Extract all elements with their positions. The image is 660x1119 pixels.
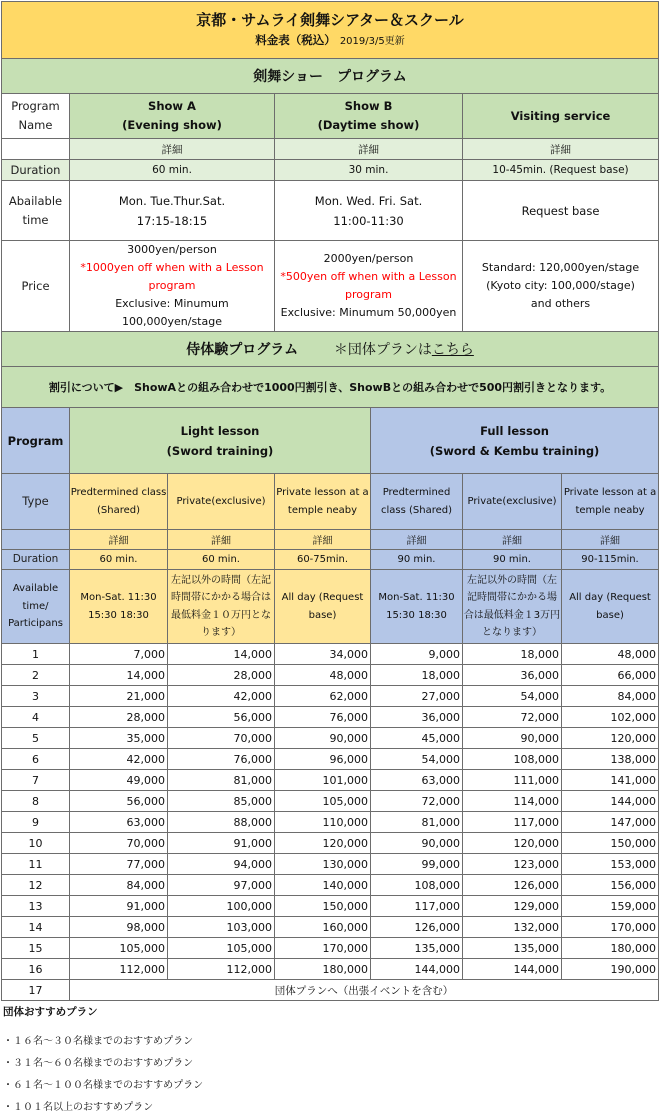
row-17-number: 17	[2, 980, 70, 1001]
participants-count: 10	[2, 833, 70, 854]
price-cell: 70,000	[70, 833, 168, 854]
table-row	[2, 644, 659, 665]
price-cell: 135,000	[463, 938, 562, 959]
participants-count: 1	[2, 644, 70, 665]
row-17-group-link[interactable]: 団体プランへ（出張イベントを含む）	[70, 980, 659, 1001]
price-cell: 91,000	[70, 896, 168, 917]
table-row	[2, 938, 659, 959]
page-subtitle	[2, 31, 658, 51]
price-cell: 99,000	[371, 854, 463, 875]
price-cell: 14,000	[168, 644, 275, 665]
price-cell: 103,000	[168, 917, 275, 938]
price-cell: 28,000	[168, 665, 275, 686]
participants-count: 11	[2, 854, 70, 875]
price-cell: 66,000	[562, 665, 659, 686]
price-cell: 140,000	[275, 875, 371, 896]
price-cell: 112,000	[168, 959, 275, 980]
price-cell: 180,000	[562, 938, 659, 959]
price-cell: 42,000	[70, 749, 168, 770]
price-cell: 129,000	[463, 896, 562, 917]
price-cell: 34,000	[275, 644, 371, 665]
price-cell: 190,000	[562, 959, 659, 980]
price-cell: 147,000	[562, 812, 659, 833]
participants-count: 5	[2, 728, 70, 749]
lesson-available-label: Available time/ Participans	[2, 570, 70, 644]
table-row	[2, 959, 659, 980]
participants-count: 15	[2, 938, 70, 959]
price-cell: 62,000	[275, 686, 371, 707]
price-cell: 76,000	[168, 749, 275, 770]
price-cell: 132,000	[463, 917, 562, 938]
price-cell: 120,000	[463, 833, 562, 854]
show-a-price	[70, 241, 275, 332]
show-b-time-hours: 11:00-11:30	[333, 213, 404, 228]
price-cell: 91,000	[168, 833, 275, 854]
price-cell: 141,000	[562, 770, 659, 791]
table-row	[2, 770, 659, 791]
show-duration-label: Duration	[2, 160, 70, 181]
price-cell: 76,000	[275, 707, 371, 728]
price-cell: 63,000	[70, 812, 168, 833]
show-available-label: Abailable time	[2, 181, 70, 241]
price-cell: 45,000	[371, 728, 463, 749]
full-type-private: Private(exclusive)	[463, 474, 562, 530]
price-cell: 108,000	[371, 875, 463, 896]
participants-count: 4	[2, 707, 70, 728]
price-cell: 170,000	[275, 938, 371, 959]
show-b-time-days: Mon. Wed. Fri. Sat.	[314, 193, 423, 208]
lesson-heading-text: 侍体験プログラム	[186, 342, 299, 358]
price-cell: 90,000	[275, 728, 371, 749]
subtitle-text: 料金表（税込）	[255, 33, 336, 47]
light-shared-detail-link[interactable]: 詳細	[70, 530, 168, 550]
visiting-service-name-line1: Visiting service	[510, 108, 611, 123]
price-cell: 120,000	[275, 833, 371, 854]
price-cell: 7,000	[70, 644, 168, 665]
price-rows	[2, 644, 659, 980]
price-cell: 27,000	[371, 686, 463, 707]
price-cell: 144,000	[562, 791, 659, 812]
price-cell: 72,000	[463, 707, 562, 728]
full-type-temple: Private lesson at a temple neaby	[562, 474, 659, 530]
participants-count: 9	[2, 812, 70, 833]
show-a-name-line2: (Evening show)	[122, 118, 222, 132]
price-cell: 153,000	[562, 854, 659, 875]
table-row	[2, 728, 659, 749]
price-cell: 130,000	[275, 854, 371, 875]
show-a-time	[70, 181, 275, 241]
visiting-price	[463, 241, 659, 332]
table-row	[2, 707, 659, 728]
price-cell: 49,000	[70, 770, 168, 791]
show-a-price-exclusive: Exclusive: Minumum 100,000yen/stage	[115, 297, 229, 328]
show-a-duration: 60 min.	[70, 160, 275, 181]
table-row	[2, 896, 659, 917]
full-private-duration: 90 min.	[463, 550, 562, 570]
full-lesson-header	[371, 408, 659, 474]
participants-count: 12	[2, 875, 70, 896]
price-cell: 105,000	[70, 938, 168, 959]
table-row	[2, 749, 659, 770]
price-cell: 150,000	[562, 833, 659, 854]
price-cell: 81,000	[168, 770, 275, 791]
price-cell: 85,000	[168, 791, 275, 812]
show-a-time-days: Mon. Tue.Thur.Sat.	[118, 193, 226, 208]
light-private-detail-link[interactable]: 詳細	[168, 530, 275, 550]
price-table	[1, 1, 659, 1001]
participants-count: 2	[2, 665, 70, 686]
type-label-cont	[2, 530, 70, 550]
table-row	[2, 665, 659, 686]
program-name-label: Program Name	[2, 94, 70, 139]
show-b-price	[275, 241, 463, 332]
full-private-detail-link[interactable]: 詳細	[463, 530, 562, 550]
price-cell: 90,000	[371, 833, 463, 854]
group-plan-101-plus[interactable]: ・１０１名以上のおすすめプラン	[3, 1102, 154, 1113]
full-temple-duration: 90-115min.	[562, 550, 659, 570]
price-cell: 101,000	[275, 770, 371, 791]
show-b-name-line1: Show B	[344, 99, 393, 113]
light-temple-detail-link[interactable]: 詳細	[275, 530, 371, 550]
program-name-label-cont	[2, 139, 70, 160]
visiting-price-standard: Standard: 120,000yen/stage	[481, 261, 640, 274]
price-cell: 112,000	[70, 959, 168, 980]
lesson-section-heading	[2, 332, 659, 367]
price-cell: 159,000	[562, 896, 659, 917]
price-cell: 48,000	[275, 665, 371, 686]
light-type-private: Private(exclusive)	[168, 474, 275, 530]
table-row	[2, 791, 659, 812]
price-cell: 123,000	[463, 854, 562, 875]
price-cell: 28,000	[70, 707, 168, 728]
show-a-name-line1: Show A	[148, 99, 196, 113]
price-cell: 110,000	[275, 812, 371, 833]
full-temple-detail-link[interactable]: 詳細	[562, 530, 659, 550]
group-plan-link[interactable]: こちら	[431, 342, 474, 358]
light-type-temple: Private lesson at a temple neaby	[275, 474, 371, 530]
price-cell: 100,000	[168, 896, 275, 917]
visiting-price-others: and others	[530, 297, 591, 310]
price-cell: 18,000	[371, 665, 463, 686]
price-cell: 150,000	[275, 896, 371, 917]
lesson-duration-label: Duration	[2, 550, 70, 570]
participants-count: 13	[2, 896, 70, 917]
light-lesson-title: Light lesson	[180, 423, 260, 438]
price-cell: 56,000	[70, 791, 168, 812]
table-row	[2, 917, 659, 938]
price-cell: 114,000	[463, 791, 562, 812]
type-label: Type	[2, 474, 70, 530]
show-b-name	[275, 94, 463, 139]
group-plans	[3, 1004, 603, 1119]
group-plan-note: ＊団体プランは	[333, 342, 432, 358]
price-cell: 120,000	[562, 728, 659, 749]
participants-count: 6	[2, 749, 70, 770]
price-cell: 102,000	[562, 707, 659, 728]
show-a-name	[70, 94, 275, 139]
price-cell: 72,000	[371, 791, 463, 812]
show-a-detail-link[interactable]: 詳細	[70, 139, 275, 160]
price-cell: 54,000	[463, 686, 562, 707]
light-shared-duration: 60 min.	[70, 550, 168, 570]
show-b-detail-link[interactable]: 詳細	[275, 139, 463, 160]
full-shared-duration: 90 min.	[371, 550, 463, 570]
full-shared-available: Mon-Sat. 11:30 15:30 18:30	[371, 570, 463, 644]
price-cell: 97,000	[168, 875, 275, 896]
group-plans-heading: 団体おすすめプラン	[3, 1006, 98, 1018]
light-private-duration: 60 min.	[168, 550, 275, 570]
light-lesson-header	[70, 408, 371, 474]
page-title: 京都・サムライ剣舞シアター＆スクール	[196, 11, 464, 29]
visiting-service-name	[463, 94, 659, 139]
price-cell: 14,000	[70, 665, 168, 686]
visiting-time-text: Request base	[521, 203, 600, 218]
title-block	[2, 2, 659, 59]
price-cell: 90,000	[463, 728, 562, 749]
participants-count: 3	[2, 686, 70, 707]
price-cell: 105,000	[168, 938, 275, 959]
full-lesson-subtitle: (Sword & Kembu training)	[429, 443, 600, 458]
price-cell: 77,000	[70, 854, 168, 875]
price-cell: 126,000	[371, 917, 463, 938]
visiting-time	[463, 181, 659, 241]
price-cell: 144,000	[371, 959, 463, 980]
table-row	[2, 875, 659, 896]
price-cell: 117,000	[371, 896, 463, 917]
full-type-shared: Predtermined class (Shared)	[371, 474, 463, 530]
full-private-available: 左記以外の時間（左記時間帯にかかる場合は最低料金１3万円となります）	[463, 570, 562, 644]
price-cell: 98,000	[70, 917, 168, 938]
price-cell: 144,000	[463, 959, 562, 980]
price-cell: 36,000	[463, 665, 562, 686]
light-type-shared: Predtermined class (Shared)	[70, 474, 168, 530]
price-cell: 135,000	[371, 938, 463, 959]
price-cell: 54,000	[371, 749, 463, 770]
price-cell: 88,000	[168, 812, 275, 833]
price-cell: 70,000	[168, 728, 275, 749]
table-row	[2, 833, 659, 854]
show-section-heading: 剣舞ショー プログラム	[2, 59, 659, 94]
price-cell: 108,000	[463, 749, 562, 770]
full-temple-available: All day (Request base)	[562, 570, 659, 644]
participants-count: 14	[2, 917, 70, 938]
price-cell: 126,000	[463, 875, 562, 896]
price-cell: 84,000	[70, 875, 168, 896]
price-cell: 21,000	[70, 686, 168, 707]
participants-count: 7	[2, 770, 70, 791]
show-b-price-exclusive: Exclusive: Minumum 50,000yen	[280, 306, 457, 319]
price-cell: 156,000	[562, 875, 659, 896]
show-a-price-discount: *1000yen off when with a Lesson program	[80, 261, 264, 292]
price-cell: 36,000	[371, 707, 463, 728]
light-temple-available: All day (Request base)	[275, 570, 371, 644]
full-shared-detail-link[interactable]: 詳細	[371, 530, 463, 550]
show-b-price-discount: *500yen off when with a Lesson program	[280, 270, 457, 301]
price-cell: 35,000	[70, 728, 168, 749]
price-cell: 18,000	[463, 644, 562, 665]
price-cell: 160,000	[275, 917, 371, 938]
updated-date: 2019/3/5更新	[339, 36, 405, 47]
price-cell: 111,000	[463, 770, 562, 791]
participants-count: 8	[2, 791, 70, 812]
show-price-label: Price	[2, 241, 70, 332]
discount-note: 割引について▶ ShowAとの組み合わせで1000円割引き、ShowBとの組み合わせで500円割引きとなります。	[2, 367, 659, 408]
visiting-price-kyoto: (Kyoto city: 100,000/stage)	[486, 279, 635, 292]
light-lesson-subtitle: (Sword training)	[166, 443, 274, 458]
price-cell: 81,000	[371, 812, 463, 833]
price-cell: 42,000	[168, 686, 275, 707]
price-cell: 63,000	[371, 770, 463, 791]
price-cell: 96,000	[275, 749, 371, 770]
show-b-name-line2: (Daytime show)	[317, 118, 420, 132]
light-shared-available: Mon-Sat. 11:30 15:30 18:30	[70, 570, 168, 644]
price-cell: 138,000	[562, 749, 659, 770]
price-cell: 105,000	[275, 791, 371, 812]
price-cell: 180,000	[275, 959, 371, 980]
table-row	[2, 854, 659, 875]
show-b-duration: 30 min.	[275, 160, 463, 181]
light-private-available: 左記以外の時間（左記時間帯にかかる場合は最低料金１０万円となります）	[168, 570, 275, 644]
group-plan-16-30[interactable]: ・１６名～３０名様までのおすすめプラン	[3, 1036, 194, 1047]
light-temple-duration: 60-75min.	[275, 550, 371, 570]
price-cell: 56,000	[168, 707, 275, 728]
price-cell: 94,000	[168, 854, 275, 875]
table-row	[2, 812, 659, 833]
price-cell: 170,000	[562, 917, 659, 938]
group-plan-61-100[interactable]: ・６１名～１００名様までのおすすめプラン	[3, 1080, 204, 1091]
table-row	[2, 686, 659, 707]
price-cell: 9,000	[371, 644, 463, 665]
show-b-time	[275, 181, 463, 241]
price-cell: 48,000	[562, 644, 659, 665]
group-plan-31-60[interactable]: ・３１名～６０名様までのおすすめプラン	[3, 1058, 194, 1069]
show-b-price-base: 2000yen/person	[323, 252, 414, 265]
full-lesson-title: Full lesson	[480, 423, 549, 438]
show-a-price-base: 3000yen/person	[127, 243, 217, 256]
price-cell: 84,000	[562, 686, 659, 707]
participants-count: 16	[2, 959, 70, 980]
lesson-program-label: Program	[2, 408, 70, 474]
show-a-time-hours: 17:15-18:15	[136, 213, 208, 228]
price-sheet	[1, 1, 658, 1001]
price-cell: 117,000	[463, 812, 562, 833]
visiting-detail-link[interactable]: 詳細	[463, 139, 659, 160]
visiting-duration: 10-45min. (Request base)	[463, 160, 659, 181]
